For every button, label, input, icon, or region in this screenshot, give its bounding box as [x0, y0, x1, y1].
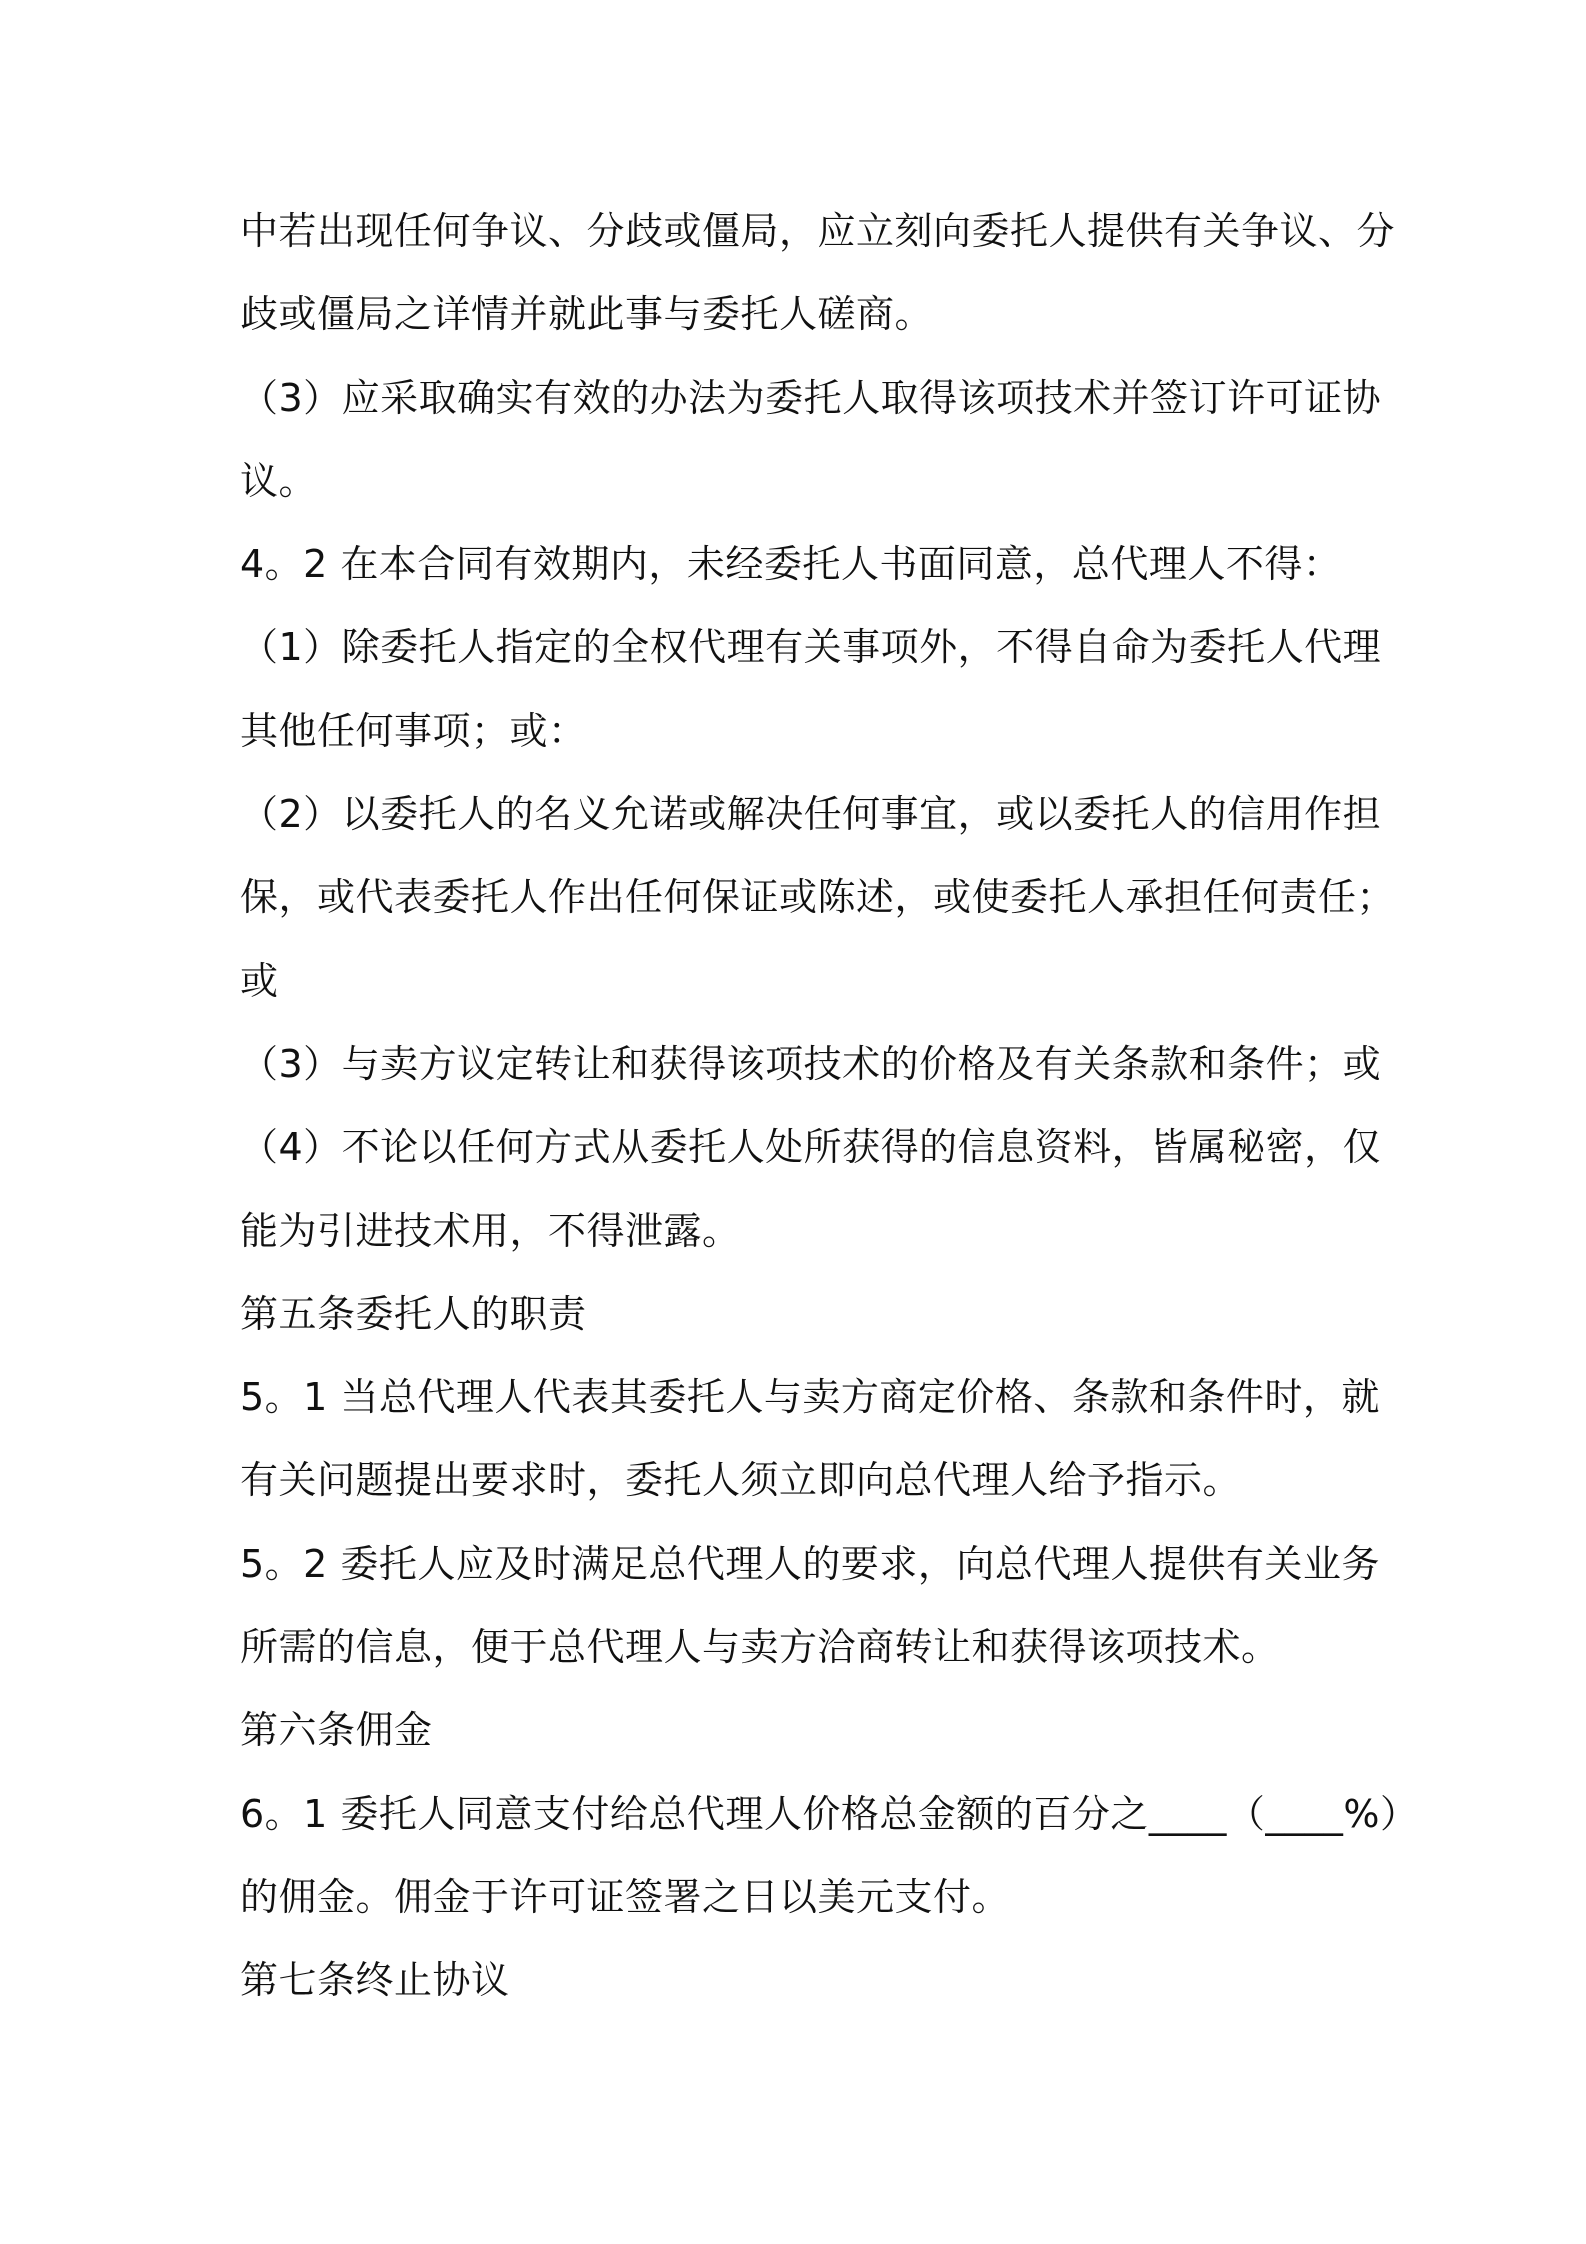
- paragraph-line: 其他任何事项；或：: [240, 708, 587, 753]
- paragraph-line: 有关问题提出要求时，委托人须立即向总代理人给予指示。: [240, 1458, 1242, 1503]
- paragraph-line: （3）应采取确实有效的办法为委托人取得该项技术并签订许可证协: [240, 375, 1382, 420]
- section-heading: 第五条委托人的职责: [240, 1291, 587, 1336]
- clause-line: 5。1 当总代理人代表其委托人与卖方商定价格、条款和条件时，就: [240, 1375, 1380, 1420]
- paragraph-line: 所需的信息，便于总代理人与卖方洽商转让和获得该项技术。: [240, 1625, 1280, 1670]
- paragraph-line: （1）除委托人指定的全权代理有关事项外，不得自命为委托人代理: [240, 625, 1382, 670]
- section-heading: 第六条佣金: [240, 1708, 433, 1753]
- paragraph-line: （4）不论以任何方式从委托人处所获得的信息资料，皆属秘密，仅: [240, 1125, 1382, 1170]
- document-body: [240, 190, 1419, 2023]
- paragraph-line: 的佣金。佣金于许可证签署之日以美元支付。: [240, 1874, 1011, 1919]
- paragraph-line: （3）与卖方议定转让和获得该项技术的价格及有关条款和条件；或: [240, 1041, 1382, 1086]
- paragraph-line: 能为引进技术用，不得泄露。: [240, 1208, 741, 1253]
- paragraph-line: 议。: [240, 458, 318, 503]
- clause-line: 6。1 委托人同意支付给总代理人价格总金额的百分之____（____%）: [240, 1791, 1419, 1836]
- paragraph-line: 或: [240, 958, 279, 1003]
- clause-line: 5。2 委托人应及时满足总代理人的要求，向总代理人提供有关业务: [240, 1541, 1380, 1586]
- paragraph-line: 中若出现任何争议、分歧或僵局，应立刻向委托人提供有关争议、分: [240, 209, 1396, 253]
- section-heading: 第七条终止协议: [240, 1958, 510, 2003]
- paragraph-line: 保，或代表委托人作出任何保证或陈述，或使委托人承担任何责任；: [240, 875, 1396, 920]
- clause-line: 4。2 在本合同有效期内，未经委托人书面同意，总代理人不得：: [240, 542, 1342, 587]
- paragraph-line: 歧或僵局之详情并就此事与委托人磋商。: [240, 292, 934, 337]
- paragraph-line: （2）以委托人的名义允诺或解决任何事宜，或以委托人的信用作担: [240, 792, 1382, 837]
